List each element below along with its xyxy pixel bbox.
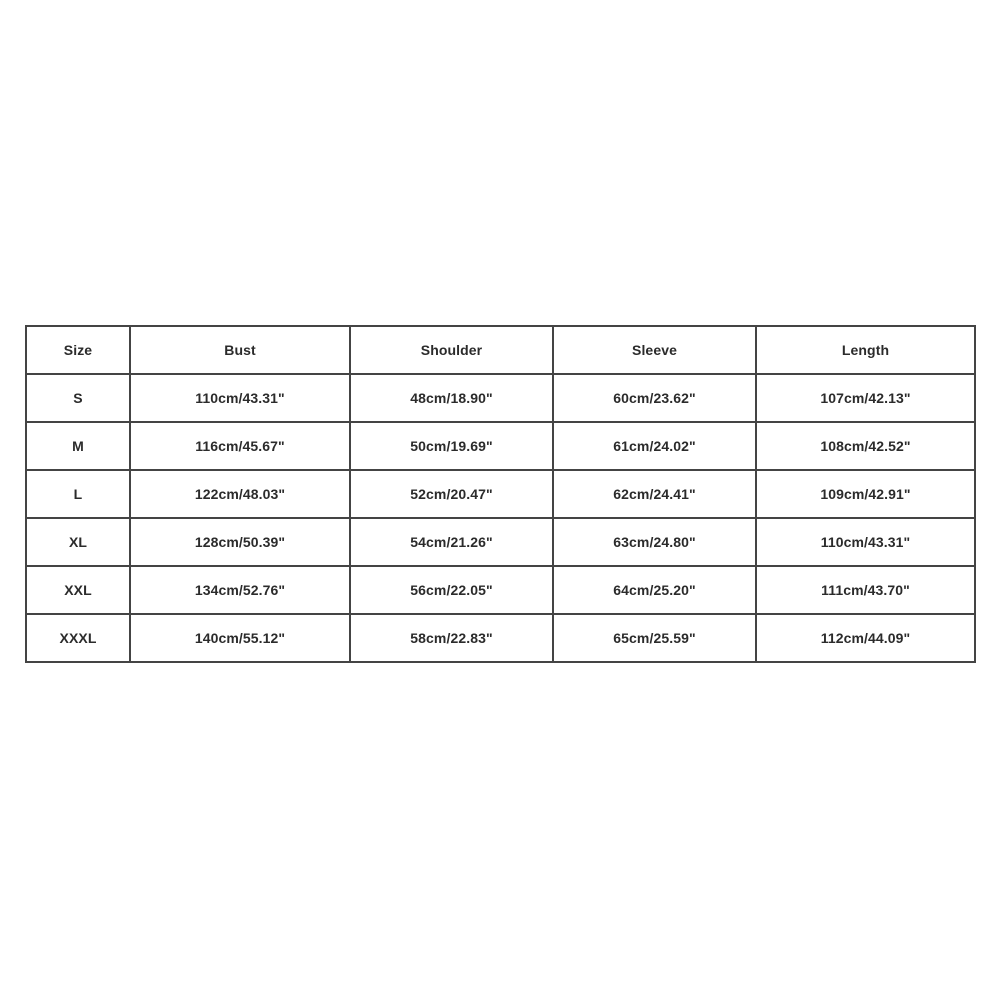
length-cell: 107cm/42.13" <box>756 374 975 422</box>
size-cell: M <box>26 422 130 470</box>
sleeve-cell: 60cm/23.62" <box>553 374 756 422</box>
sleeve-cell: 61cm/24.02" <box>553 422 756 470</box>
length-cell: 108cm/42.52" <box>756 422 975 470</box>
header-bust: Bust <box>130 326 350 374</box>
length-cell: 112cm/44.09" <box>756 614 975 662</box>
table-row <box>26 374 975 422</box>
size-cell: XL <box>26 518 130 566</box>
header-sleeve: Sleeve <box>553 326 756 374</box>
bust-cell: 110cm/43.31" <box>130 374 350 422</box>
header-shoulder: Shoulder <box>350 326 553 374</box>
shoulder-cell: 56cm/22.05" <box>350 566 553 614</box>
header-row <box>26 326 975 374</box>
bust-cell: 116cm/45.67" <box>130 422 350 470</box>
sleeve-cell: 62cm/24.41" <box>553 470 756 518</box>
bust-cell: 128cm/50.39" <box>130 518 350 566</box>
table-row <box>26 470 975 518</box>
table-row <box>26 614 975 662</box>
table-row <box>26 518 975 566</box>
size-chart-header <box>26 326 975 374</box>
size-cell: XXXL <box>26 614 130 662</box>
size-cell: S <box>26 374 130 422</box>
bust-cell: 134cm/52.76" <box>130 566 350 614</box>
length-cell: 110cm/43.31" <box>756 518 975 566</box>
bust-cell: 122cm/48.03" <box>130 470 350 518</box>
table-row <box>26 422 975 470</box>
size-cell: L <box>26 470 130 518</box>
table-row <box>26 566 975 614</box>
shoulder-cell: 50cm/19.69" <box>350 422 553 470</box>
header-size: Size <box>26 326 130 374</box>
size-cell: XXL <box>26 566 130 614</box>
shoulder-cell: 54cm/21.26" <box>350 518 553 566</box>
shoulder-cell: 58cm/22.83" <box>350 614 553 662</box>
length-cell: 111cm/43.70" <box>756 566 975 614</box>
sleeve-cell: 65cm/25.59" <box>553 614 756 662</box>
sleeve-cell: 63cm/24.80" <box>553 518 756 566</box>
size-chart-body <box>26 374 975 662</box>
sleeve-cell: 64cm/25.20" <box>553 566 756 614</box>
shoulder-cell: 48cm/18.90" <box>350 374 553 422</box>
header-length: Length <box>756 326 975 374</box>
length-cell: 109cm/42.91" <box>756 470 975 518</box>
size-chart-table <box>25 325 976 663</box>
bust-cell: 140cm/55.12" <box>130 614 350 662</box>
shoulder-cell: 52cm/20.47" <box>350 470 553 518</box>
